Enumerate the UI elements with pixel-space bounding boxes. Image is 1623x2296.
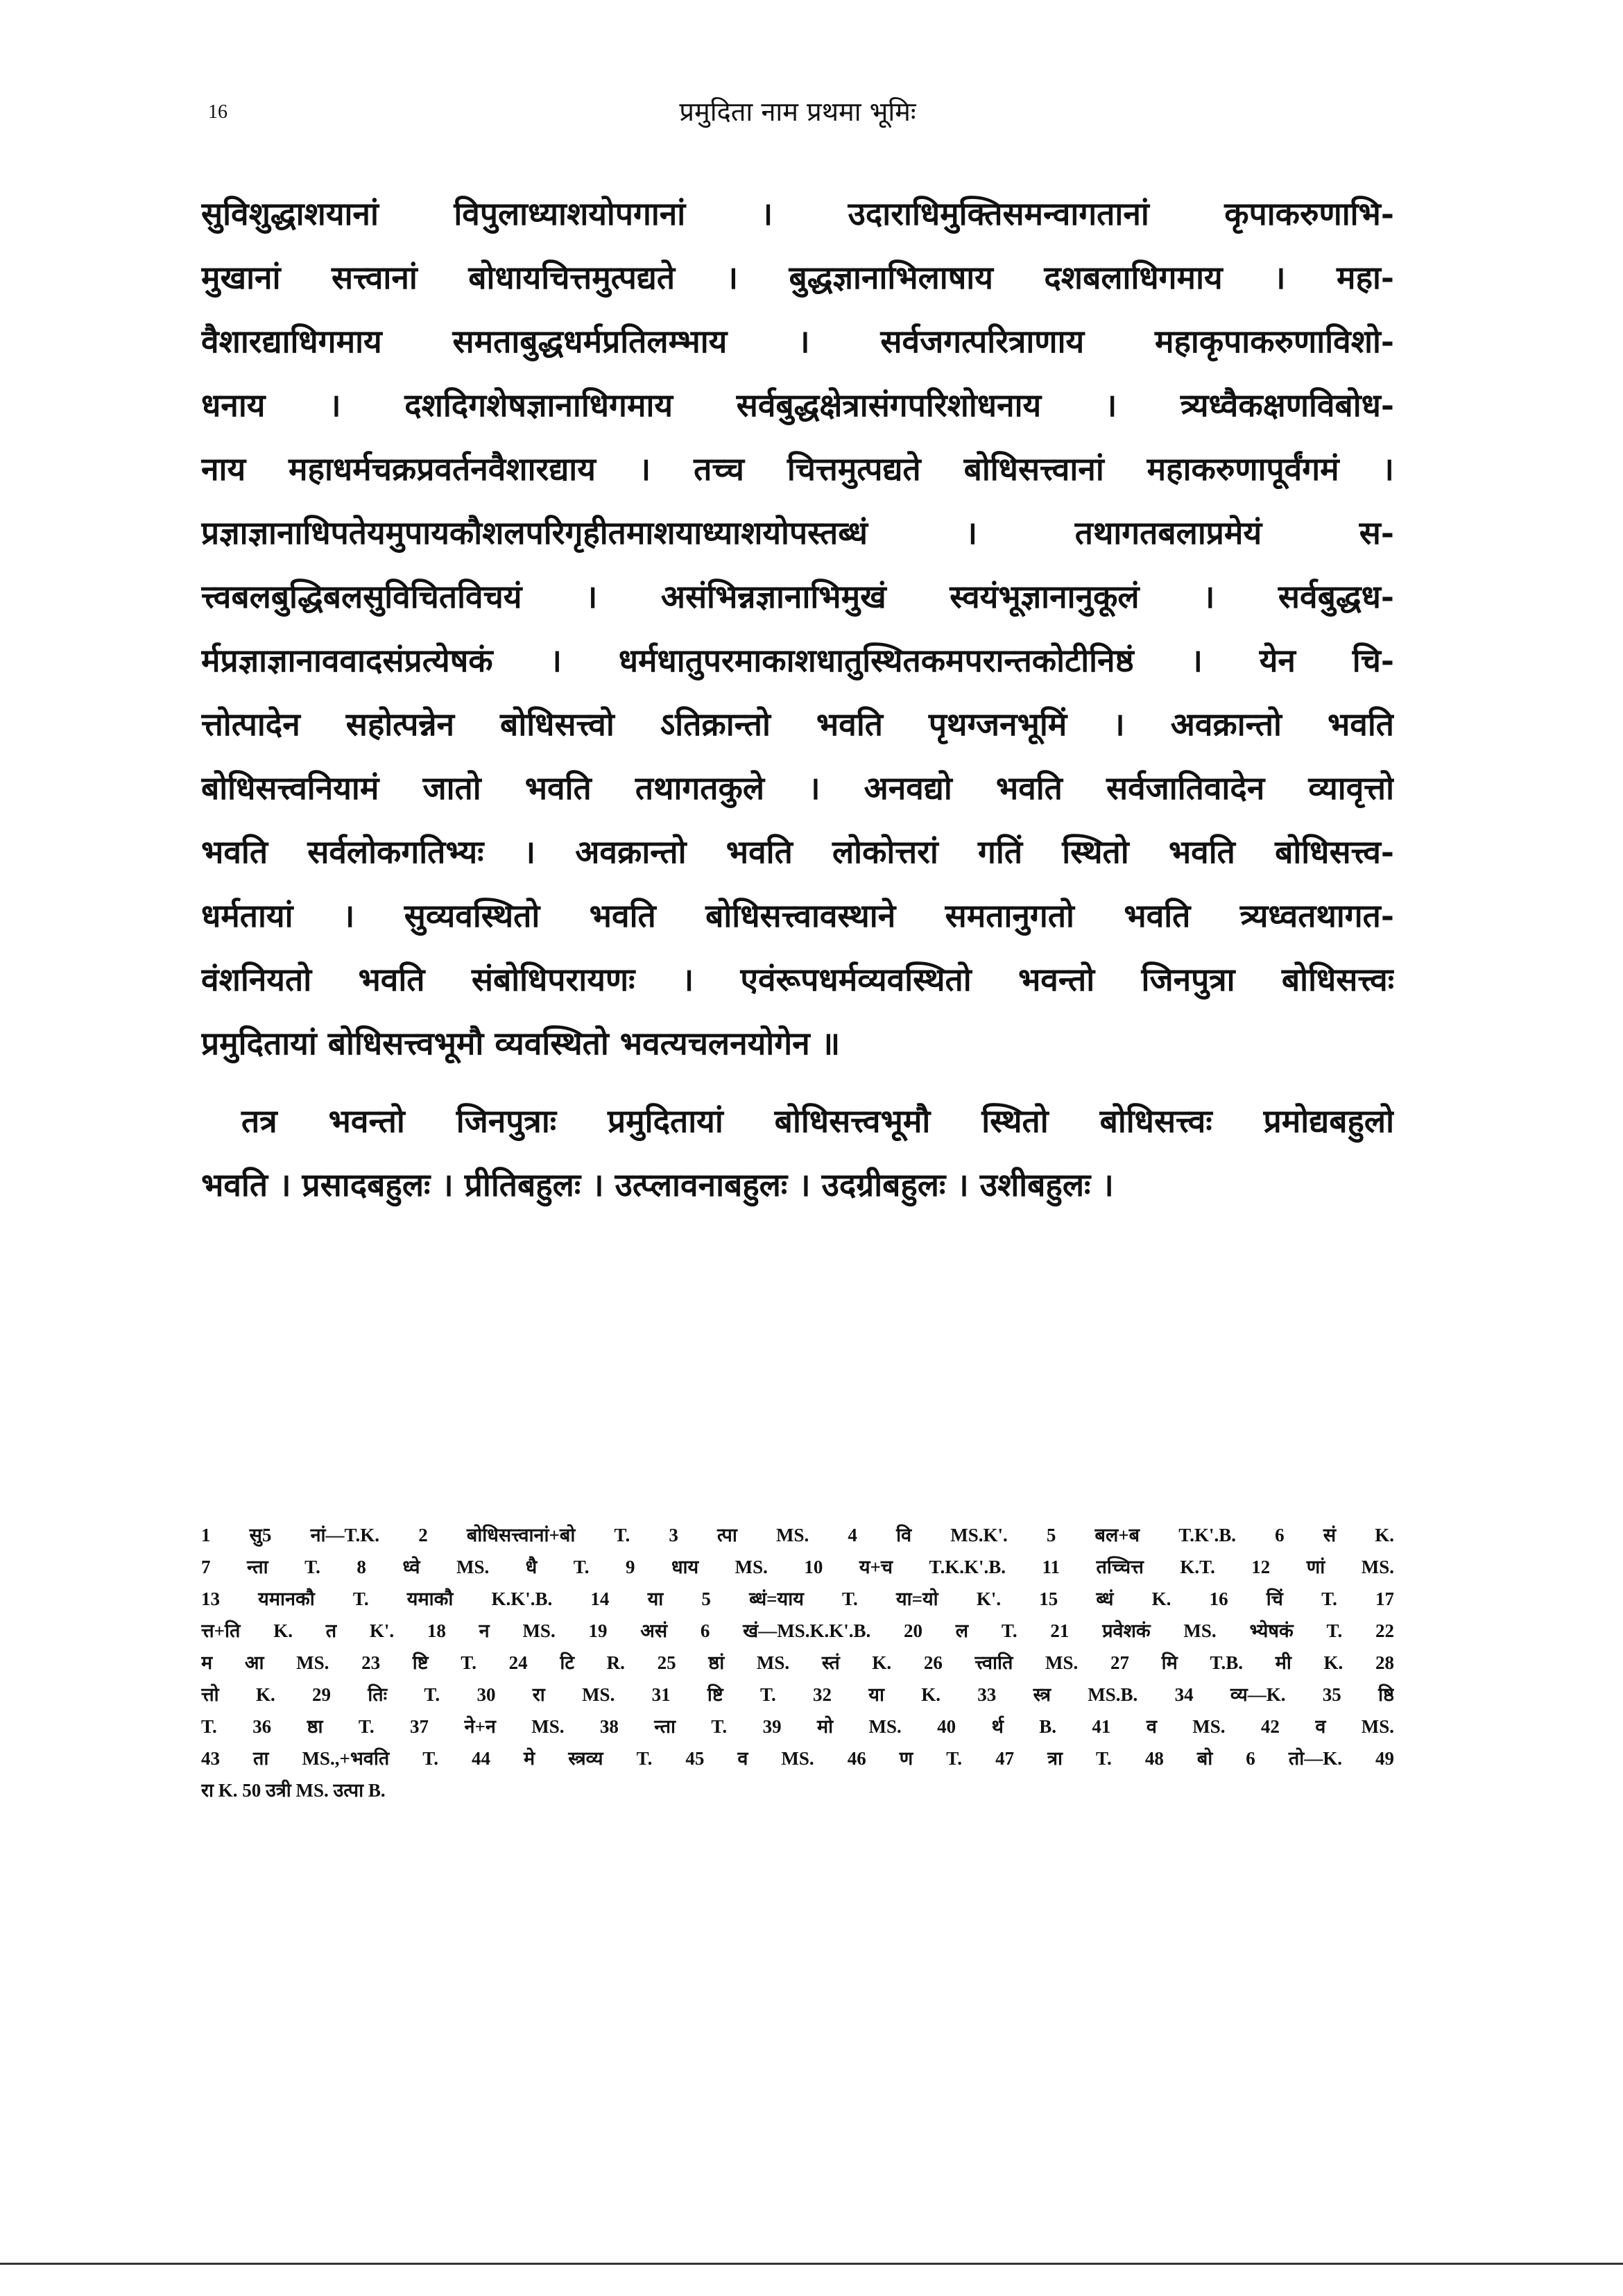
text-line: वंशनियतो भवति संबोधिपरायणः । एवंरूपधर्मव्यवस्थितो भवन्तो जिनपुत्रा बोधिसत्त्वः [201, 961, 1394, 998]
text-line: सुविशुद्धाशयानां विपुलाध्याशयोपगानां । उदाराधिमुक्तिसमन्वागतानां कृपाकरुणाभि- [201, 195, 1394, 232]
text-line: भवति । प्रसादबहुलः । प्रीतिबहुलः । उत्प्लावनाबहुलः । उदग्रीबहुलः । उशीबहुलः । [201, 1166, 1114, 1203]
footnote-line: त्त+ति K. त K'. 18 न MS. 19 असं 6 खं—MS.K.K'.B. 20 ल T. 21 प्रवेशकं MS. भ्येषकं T. 22 [201, 1620, 1394, 1641]
page-header [201, 83, 1394, 139]
bottom-rule [0, 2263, 1623, 2265]
footnote-line: 13 यमानकौ T. यमाकौ K.K'.B. 14 या 5 ब्धं=याय T. या=यो K'. 15 ब्धं K. 16 चिं T. 17 [201, 1588, 1394, 1609]
text-line: त्त्वबलबुद्धिबलसुविचितविचयं । असंभिन्नज्ञानाभिमुखं स्वयंभूज्ञानानुकूलं । सर्वबुद्धध- [201, 578, 1394, 615]
footnotes [201, 1519, 1394, 1806]
text-line: नाय महाधर्मचक्रप्रवर्तनवैशारद्याय । तच्च चित्तमुत्पद्यते बोधिसत्त्वानां महाकरुणापूर्वंगमं । [201, 450, 1394, 488]
text-line: प्रज्ञाज्ञानाधिपतेयमुपायकौशलपरिगृहीतमाशयाध्याशयोपस्तब्धं । तथागतबलाप्रमेयं स- [201, 514, 1394, 551]
page-number: 16 [208, 101, 227, 123]
text-line: त्तोत्पादेन सहोत्पन्नेन बोधिसत्त्वो ऽतिक्रान्तो भवति पृथग्जनभूमिं । अवक्रान्तो भवति [201, 705, 1394, 743]
footnote-line: 1 सु5 नां—T.K. 2 बोधिसत्त्वानां+बो T. 3 त्पा MS. 4 वि MS.K'. 5 बल+ब T.K'.B. 6 सं K. [201, 1525, 1394, 1545]
running-head: प्रमुदिता नाम प्रथमा भूमिः [679, 96, 916, 127]
footnote-line: म आ MS. 23 ष्टि T. 24 टि R. 25 ष्ठां MS. स्तं K. 26 त्त्वाति MS. 27 मि T.B. मी K. 28 [201, 1652, 1394, 1673]
text-line: तत्र भवन्तो जिनपुत्राः प्रमुदितायां बोधिसत्त्वभूमौ स्थितो बोधिसत्त्वः प्रमोद्यबहुलो [241, 1102, 1394, 1140]
text-line: धनाय । दशदिगशेषज्ञानाधिगमाय सर्वबुद्धक्षेत्रासंगपरिशोधनाय । त्र्यध्वैकक्षणविबोध- [201, 386, 1394, 424]
paragraph-gap [201, 1075, 1394, 1089]
text-line: वैशारद्याधिगमाय समताबुद्धधर्मप्रतिलम्भाय । सर्वजगत्परित्राणाय महाकृपाकरुणाविशो- [201, 323, 1394, 360]
text-line: बोधिसत्त्वनियामं जातो भवति तथागतकुले । अनवद्यो भवति सर्वजातिवादेन व्यावृत्तो [201, 769, 1394, 807]
text-line: धर्मतायां । सुव्यवस्थितो भवति बोधिसत्त्वावस्थाने समतानुगतो भवति त्र्यध्वतथागत- [201, 897, 1394, 934]
text-line: भवति सर्वलोकगतिभ्यः । अवक्रान्तो भवति लोकोत्तरां गतिं स्थितो भवति बोधिसत्त्व- [201, 833, 1394, 871]
footnote-line: रा K. 50 उत्री MS. उत्पा B. [201, 1780, 386, 1801]
footnote-line: त्तो K. 29 तिः T. 30 रा MS. 31 ष्टि T. 32 या K. 33 स्त्र MS.B. 34 व्य—K. 35 ष्ठि [201, 1684, 1394, 1705]
text-line: प्रमुदितायां बोधिसत्त्वभूमौ व्यवस्थितो भवत्यचलनयोगेन ॥ [201, 1025, 841, 1062]
text-line: र्मप्रज्ञाज्ञानाववादसंप्रत्येषकं । धर्मधातुपरमाकाशधातुस्थितकमपरान्तकोटीनिष्ठं । येन चि- [201, 642, 1394, 679]
footnote-line: 7 न्ता T. 8 ध्वे MS. धै T. 9 धाय MS. 10 य+च T.K.K'.B. 11 तच्चित्त K.T. 12 णां MS. [201, 1557, 1394, 1577]
footnote-line: 43 ता MS.,+भवति T. 44 मे स्त्रव्य T. 45 व MS. 46 ण T. 47 त्रा T. 48 बो 6 तो—K. 49 [201, 1748, 1394, 1769]
footnote-line: T. 36 ष्ठा T. 37 ने+न MS. 38 न्ता T. 39 मो MS. 40 र्थ B. 41 व MS. 42 व MS. [201, 1716, 1394, 1737]
main-text [201, 182, 1394, 1217]
text-line: मुखानां सत्त्वानां बोधायचित्तमुत्पद्यते । बुद्धज्ञानाभिलाषाय दशबलाधिगमाय । महा- [201, 259, 1394, 296]
